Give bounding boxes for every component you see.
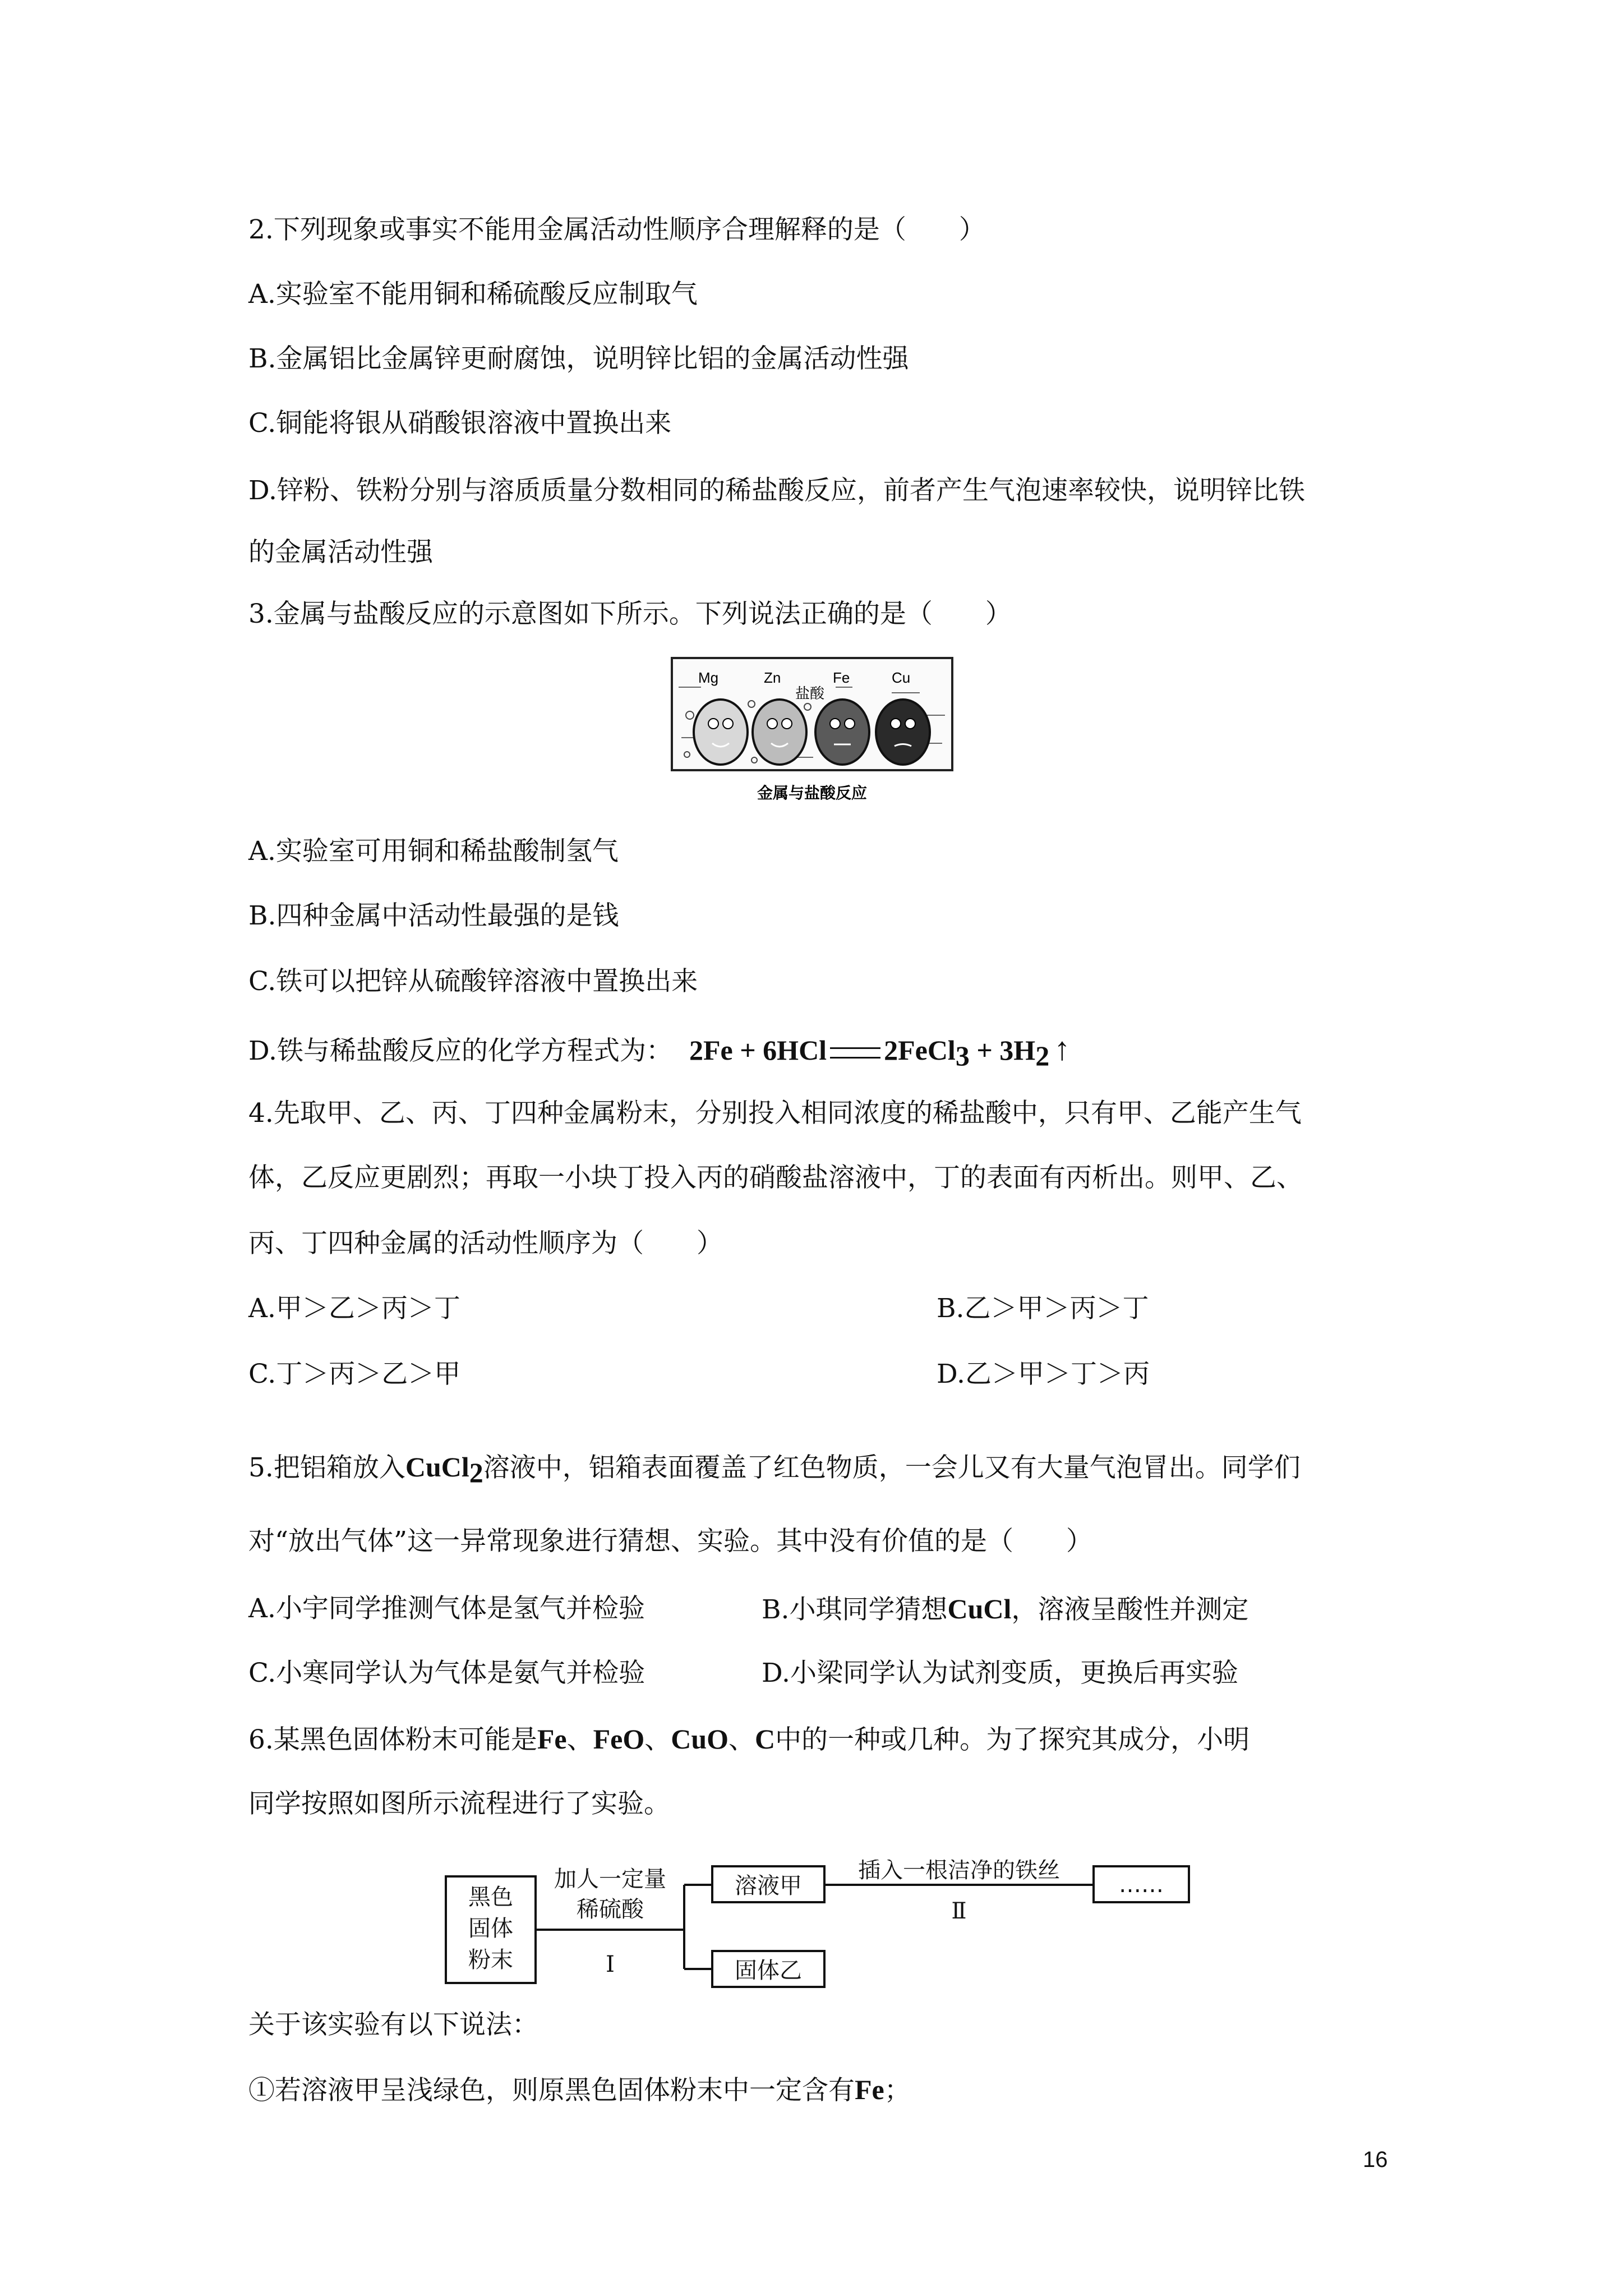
q6-intro: 关于该实验有以下说法： (248, 2009, 538, 2040)
q2-option-b: B.金属铝比金属锌更耐腐蚀，说明锌比铝的金属活动性强 (248, 343, 909, 374)
q5-option-b-pre: B.小琪同学猜想 (762, 1594, 948, 1625)
figure-caption: 金属与盐酸反应 (757, 784, 868, 802)
equation-sub-2: 2 (1035, 1040, 1050, 1071)
q4-option-b: B.乙＞甲＞丙＞丁 (937, 1293, 1149, 1324)
q6-stem-pre: 6.某黑色固体粉末可能是 (248, 1724, 537, 1755)
statement-1-text: ①若溶液甲呈浅绿色，则原黑色固体粉末中一定含有 (248, 2075, 855, 2106)
q6-stem-post: 中的一种或几种。为了探究其成分，小明 (775, 1724, 1250, 1755)
statement-1-end: ； (884, 2075, 911, 2106)
step2-number: Ⅱ (951, 1898, 967, 1924)
q2-option-d-line1: D.锌粉、铁粉分别与溶质质量分数相同的稀盐酸反应，前者产生气泡速率较快，说明锌比铁 (248, 475, 1305, 506)
separator-1: 、 (566, 1724, 593, 1755)
formula-fe: Fe (537, 1723, 567, 1755)
q5-stem-line2: 对“放出气体”这一异常现象进行猜想、实验。其中没有价值的是（ ） (248, 1526, 1093, 1557)
q4-stem-line2: 体，乙反应更剧烈；再取一小块丁投入丙的硝酸盐溶液中，丁的表面有丙析出。则甲、乙、 (248, 1162, 1303, 1193)
q4-option-c: C.丁＞丙＞乙＞甲 (248, 1359, 461, 1389)
q4-option-d: D.乙＞甲＞丁＞丙 (937, 1359, 1150, 1389)
formula-c: C (755, 1723, 776, 1755)
q3-option-a: A.实验室可用铜和稀盐酸制氢气 (248, 836, 619, 867)
q5-option-a: A.小宇同学推测气体是氢气并检验 (248, 1593, 645, 1624)
box-solid-b-label: 固体乙 (735, 1958, 802, 1984)
q3-option-d (248, 1032, 1070, 1073)
page-number: 16 (1363, 2147, 1388, 2172)
q5-stem-pre: 5.把铝箱放入 (248, 1452, 405, 1483)
q6-stem-line1 (248, 1722, 1249, 1757)
metal-acid-illustration (667, 654, 959, 816)
equation-sub-1: 3 (955, 1040, 970, 1071)
q3-option-c: C.铁可以把锌从硫酸锌溶液中置换出来 (248, 966, 698, 997)
q5-option-c: C.小寒同学认为气体是氨气并检验 (248, 1658, 645, 1688)
statement-1-formula: Fe (855, 2074, 884, 2105)
q5-formula: CuCl (405, 1451, 469, 1483)
gas-arrow: ↑ (1054, 1030, 1071, 1067)
start-box-line1: 黑色 (468, 1884, 513, 1910)
equation-right-2: + 3H (969, 1034, 1036, 1066)
step1-label-2: 稀硫酸 (577, 1897, 644, 1922)
step1-label-1: 加人一定量 (554, 1866, 666, 1892)
step2-label: 插入一根洁净的铁丝 (858, 1860, 1060, 1883)
box-solution-a-label: 溶液甲 (735, 1873, 802, 1899)
formula-cuo: CuO (671, 1723, 729, 1755)
q5-stem-line1 (248, 1450, 1301, 1489)
q4-option-a: A.甲＞乙＞丙＞丁 (248, 1293, 460, 1324)
q2-option-a: A.实验室不能用铜和稀硫酸反应制取气 (248, 279, 698, 310)
equation-left: 2Fe + 6HCl (689, 1034, 827, 1066)
q2-option-d-line2: 的金属活动性强 (248, 537, 433, 568)
q5-option-b (762, 1592, 1248, 1627)
formula-feo: FeO (593, 1723, 645, 1755)
q6-stem-line2: 同学按照如图所示流程进行了实验。 (248, 1788, 670, 1819)
q5-option-d: D.小梁同学认为试剂变质，更换后再实验 (762, 1658, 1238, 1688)
end-box-label: …… (1119, 1872, 1164, 1898)
equation-equals (830, 1047, 880, 1059)
q5-stem-post: 溶液中，铝箱表面覆盖了红色物质，一会儿又有大量气泡冒出。同学们 (483, 1452, 1301, 1483)
q2-option-c: C.铜能将银从硝酸银溶液中置换出来 (248, 408, 672, 439)
q6-statement-1 (248, 2073, 911, 2108)
q2-stem: 2.下列现象或事实不能用金属活动性顺序合理解释的是（ ） (248, 214, 985, 245)
q5-formula-sub: 2 (469, 1457, 483, 1488)
experiment-flowchart (437, 1860, 1200, 1989)
metal-label-fe: Fe (833, 669, 850, 686)
q5-option-b-post: ，溶液呈酸性并测定 (1011, 1594, 1249, 1625)
separator-2: 、 (644, 1724, 671, 1755)
flowchart-svg (437, 1860, 1200, 1989)
start-box-line3: 粉末 (468, 1947, 513, 1973)
q4-stem-line1: 4.先取甲、乙、丙、丁四种金属粉末，分别投入相同浓度的稀盐酸中，只有甲、乙能产生气 (248, 1098, 1302, 1129)
separator-3: 、 (728, 1724, 755, 1755)
acid-label: 盐酸 (795, 685, 825, 702)
metal-label-mg: Mg (698, 669, 719, 686)
q3-option-b: B.四种金属中活动性最强的是钱 (248, 900, 619, 931)
start-box-line2: 固体 (468, 1916, 513, 1941)
q5-option-b-formula: CuCl (947, 1593, 1012, 1625)
step1-number: I (606, 1952, 615, 1977)
q3-option-d-text: D.铁与稀盐酸反应的化学方程式为： (248, 1036, 672, 1066)
q4-stem-line3: 丙、丁四种金属的活动性顺序为（ ） (248, 1228, 723, 1259)
metal-label-cu: Cu (892, 669, 911, 686)
metal-label-zn: Zn (764, 669, 781, 686)
q3-stem: 3.金属与盐酸反应的示意图如下所示。下列说法正确的是（ ） (248, 599, 1012, 629)
equation-right-1: 2FeCl (884, 1034, 956, 1066)
metal-acid-figure (667, 654, 959, 816)
